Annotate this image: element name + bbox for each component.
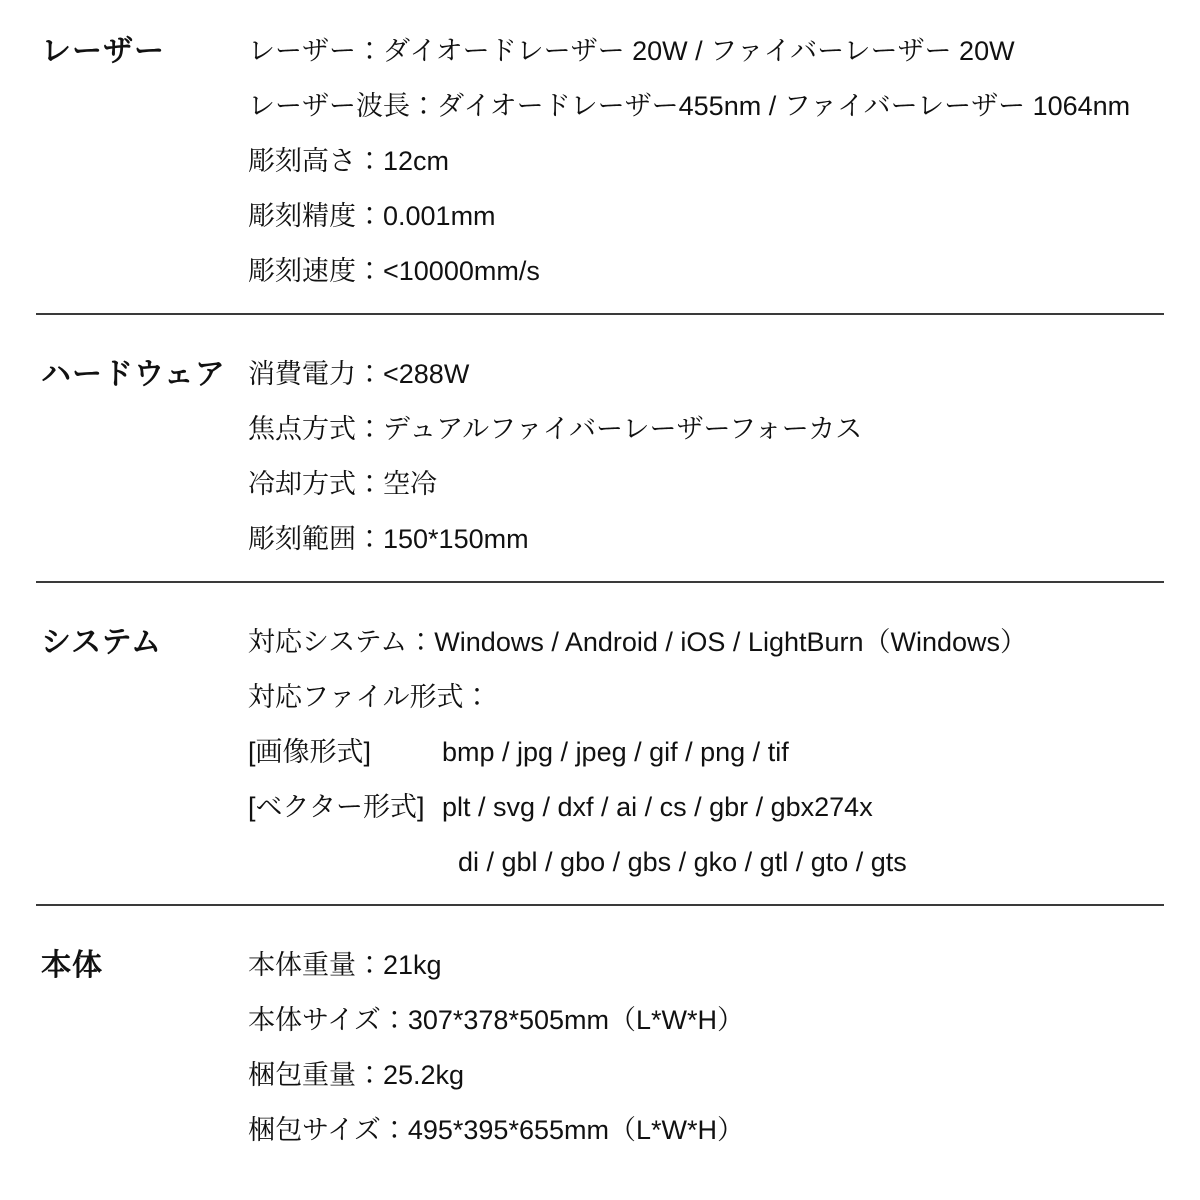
spec-row xyxy=(248,244,1164,299)
spec-row xyxy=(248,938,1164,993)
spec-row xyxy=(248,512,1164,567)
spec-row xyxy=(248,347,1164,402)
section-label: システム xyxy=(41,626,162,659)
section-rows xyxy=(248,615,1164,890)
spec-row xyxy=(248,79,1164,134)
section-label: ハードウェア xyxy=(41,358,226,391)
row-value: 彫刻高さ：12cm xyxy=(248,146,450,176)
row-value: 彫刻範囲：150*150mm xyxy=(248,524,529,554)
row-value: 梱包サイズ：495*395*655mm（L*W*H） xyxy=(248,1115,744,1145)
spec-section xyxy=(36,581,1164,904)
spec-row xyxy=(248,24,1164,79)
spec-row xyxy=(248,725,1164,780)
row-sublabel: [ベクター形式] xyxy=(248,792,425,822)
spec-row xyxy=(248,134,1164,189)
section-rows xyxy=(248,347,1164,567)
spec-row xyxy=(248,402,1164,457)
row-value: 対応システム：Windows / Android / iOS / LightBurn（Windows） xyxy=(248,627,1028,657)
row-value: plt / svg / dxf / ai / cs / gbr / gbx274x xyxy=(442,792,873,822)
row-value: di / gbl / gbo / gbs / gko / gtl / gto / gts xyxy=(458,847,907,877)
spec-section xyxy=(36,313,1164,581)
row-value: 対応ファイル形式： xyxy=(248,682,491,712)
spec-row xyxy=(248,780,1164,835)
section-rows xyxy=(248,24,1164,299)
spec-row xyxy=(248,835,1164,890)
row-sublabel: [画像形式] xyxy=(248,737,372,767)
spec-row xyxy=(248,1048,1164,1103)
spec-section xyxy=(36,0,1164,313)
spec-row xyxy=(248,189,1164,244)
row-value: 消費電力：<288W xyxy=(248,359,470,389)
spec-row xyxy=(248,670,1164,725)
spec-row xyxy=(248,1103,1164,1158)
row-value: 冷却方式：空冷 xyxy=(248,469,437,499)
spec-section xyxy=(36,904,1164,1172)
spec-row xyxy=(248,615,1164,670)
row-value: レーザー：ダイオードレーザー 20W / ファイバーレーザー 20W xyxy=(248,36,1015,66)
section-label: レーザー xyxy=(41,35,165,68)
row-value: bmp / jpg / jpeg / gif / png / tif xyxy=(442,737,789,767)
row-value: 彫刻精度：0.001mm xyxy=(248,201,496,231)
row-value: レーザー波長：ダイオードレーザー455nm / ファイバーレーザー 1064nm xyxy=(248,91,1131,121)
row-value: 本体サイズ：307*378*505mm（L*W*H） xyxy=(248,1005,744,1035)
section-label: 本体 xyxy=(41,949,103,982)
spec-row xyxy=(248,993,1164,1048)
section-rows xyxy=(248,938,1164,1158)
row-value: 彫刻速度：<10000mm/s xyxy=(248,256,540,286)
row-value: 焦点方式：デュアルファイバーレーザーフォーカス xyxy=(248,414,863,444)
row-value: 本体重量：21kg xyxy=(248,950,442,980)
spec-row xyxy=(248,457,1164,512)
row-value: 梱包重量：25.2kg xyxy=(248,1060,465,1090)
